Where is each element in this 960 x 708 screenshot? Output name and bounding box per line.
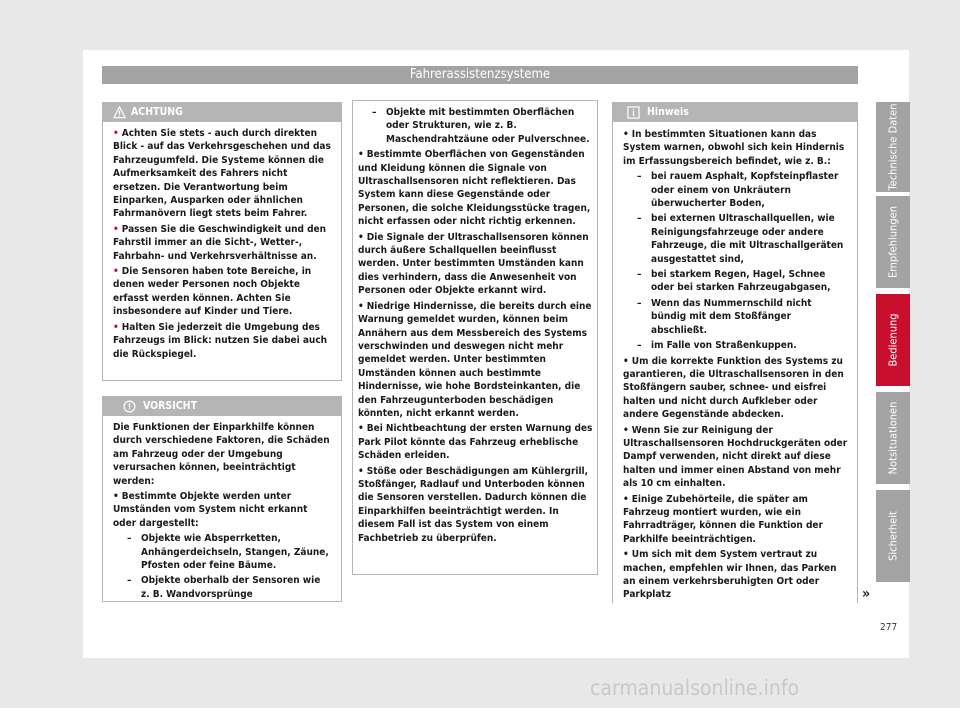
tab-notsituationen[interactable]: Notsituationen — [876, 392, 910, 484]
vorsicht-title: VORSICHT — [143, 400, 198, 412]
sub-item: – bei externen Ultraschallquellen, wie Reinigungsfahrzeuge oder andere Fahrzeuge, die mit Ultraschallgeräten ausgestattet sind, — [637, 213, 844, 265]
warning-icon — [113, 106, 126, 119]
sub-item: – im Falle von Straßenkuppen. — [637, 340, 797, 352]
sub-item: – Objekte mit bestimmten Oberflächen oder Strukturen, wie z. B. Maschendrahtzäune oder Pulverschnee. — [372, 107, 590, 145]
achtung-title: ACHTUNG — [131, 106, 183, 118]
list-item: • Die Sensoren haben tote Bereiche, in denen weder Personen noch Objekte erfasst werden können. Achten Sie insbesondere auf Kinder und Tiere. — [113, 266, 312, 318]
middle-column — [358, 106, 598, 547]
achtung-box — [102, 102, 342, 381]
tab-sicherheit[interactable]: Sicherheit — [876, 490, 910, 582]
list-item: • Halten Sie jederzeit die Umgebung des Fahrzeugs im Blick: nutzen Sie dabei auch die Rückspiegel. — [113, 321, 328, 360]
sub-item: – Objekte oberhalb der Sensoren wie z. B. Wandvorsprünge — [127, 575, 321, 600]
list-item: • Stöße oder Beschädigungen am Kühlergrill, Stoßfänger, Radlauf und Unterboden können die Sensoren verstellen. Dadurch können die Einparkhilfen beeinträchtigt werden. In diesem Fall ist das System von einem Fachbetrieb zu überprüfen. — [358, 465, 589, 544]
list-item: • Achten Sie stets - auch durch direkten Blick - auf das Verkehrsgeschehen und das Fahrzeugumfeld. Die Systeme können die Aufmerksamkeit des Fahrers nicht ersetzen. Die Verantwortung beim Einparken, Ausparken oder ähnlichen Fahrmanövern liegt stets beim Fahrer. — [113, 128, 331, 220]
list-item: • Wenn Sie zur Reinigung der Ultraschallsensoren Hochdruckgeräten oder Dampf verwenden, nicht direkt auf diese halten und immer einen Abstand von mehr als 10 cm einhalten. — [623, 424, 848, 490]
tab-technische-daten[interactable]: Technische Daten — [876, 102, 910, 192]
vorsicht-intro: Die Funktionen der Einparkhilfe können durch verschiedene Faktoren, die Schäden am Fahrzeug oder der Umgebung verursachen können, beeinträchtigt werden: — [113, 422, 330, 487]
list-item: • Passen Sie die Geschwindigkeit und den Fahrstil immer an die Sicht-, Wetter-, Fahrbahn- und Verkehrsverhältnisse an. — [113, 223, 327, 262]
list-item: • Die Signale der Ultraschallsensoren können durch äußere Schallquellen beeinflusst werden. Unter bestimmten Umständen kann dies verhindern, dass die Anwesenheit von Personen oder Objekte erkannt wird. — [358, 231, 589, 297]
page-header: Fahrerassistenzsysteme — [102, 66, 858, 84]
vorsicht-box — [102, 396, 342, 602]
watermark: carmanualsonline.info — [590, 676, 800, 700]
hinweis-title: Hinweis — [647, 106, 689, 118]
list-item: • Um die korrekte Funktion des Systems zu garantieren, die Ultraschallsensoren in den Stoßfängern sauber, schnee- und eisfrei halten und nicht durch Aufkleber oder andere Gegenstände abdecken. — [623, 355, 844, 421]
list-item: • Niedrige Hindernisse, die bereits durch eine Warnung gemeldet wurden, können beim Annähern aus dem Messbereich des Systems verschwinden und deswegen nicht mehr gemeldet werden. Unter bestimmten Umständen können auch bestimmte Hindernisse, wie hohe Bordsteinkanten, die den Fahrzeugunterboden beschädigen könnten, nicht erkannt werden. — [358, 300, 592, 419]
page-number: 277 — [880, 622, 898, 633]
list-item: • Bestimmte Objekte werden unter Umständen vom System nicht erkannt oder dargestellt: — [113, 491, 308, 529]
info-icon — [627, 106, 640, 119]
sub-item: – Wenn das Nummernschild nicht bündig mit dem Stoßfänger abschließt. — [637, 297, 812, 336]
list-item: • Bestimmte Oberflächen von Gegenständen und Kleidung können die Signale von Ultraschallsensoren nicht reflektieren. Das System kann diese Gegenstände oder Personen, die solche Kleidungsstücke tragen, nicht erfassen oder nicht richtig erkennen. — [358, 149, 591, 228]
tab-empfehlungen[interactable]: Empfehlungen — [876, 196, 910, 288]
sub-item: – bei rauem Asphalt, Kopfsteinpflaster oder einem von Unkräutern überwucherter Boden, — [637, 171, 839, 210]
continue-mark: » — [862, 586, 871, 602]
achtung-header — [103, 103, 341, 122]
list-item: • Bei Nichtbeachtung der ersten Warnung des Park Pilot könnte das Fahrzeug erheblische Schäden erleiden. — [358, 423, 593, 462]
list-item: • In bestimmten Situationen kann das System warnen, obwohl sich kein Hindernis im Erfassungsbereich befindet, wie z. B.: — [623, 129, 845, 167]
tab-bedienung[interactable]: Bedienung — [876, 294, 910, 386]
list-item: • Um sich mit dem System vertraut zu machen, empfehlen wir Ihnen, das Parken an einem verkehrsberuhigten Ort oder Parkplatz — [623, 549, 837, 601]
sub-item: – Objekte wie Absperrketten, Anhängerdeichseln, Stangen, Zäune, Pfosten oder feine Bäume. — [127, 533, 329, 572]
list-item: • Einige Zubehörteile, die später am Fahrzeug montiert wurden, wie ein Fahrradträger, können die Funktion der Parkhilfe beeinträchtigen. — [623, 493, 823, 545]
hinweis-box — [612, 102, 858, 603]
sub-item: – bei starkem Regen, Hagel, Schnee oder bei starken Fahrzeugabgasen, — [637, 269, 831, 294]
hinweis-header — [613, 103, 857, 122]
vorsicht-header — [103, 397, 341, 416]
caution-icon — [123, 400, 136, 413]
